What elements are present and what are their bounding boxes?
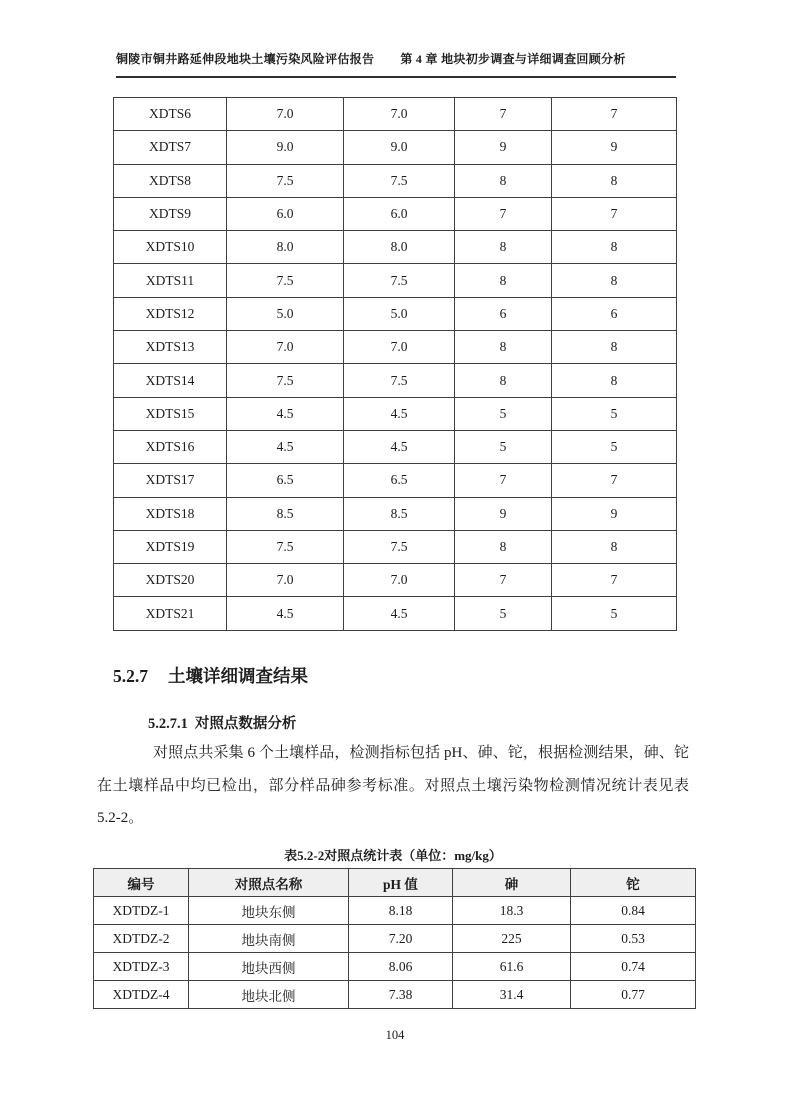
cell-value: 4.5 bbox=[344, 430, 455, 463]
cell-value: 7.5 bbox=[344, 264, 455, 297]
table-row bbox=[114, 497, 677, 530]
table-row bbox=[114, 364, 677, 397]
cell-value: 9 bbox=[455, 497, 552, 530]
table-row bbox=[114, 397, 677, 430]
cell-sample-id: XDTS13 bbox=[114, 331, 227, 364]
table-row bbox=[114, 264, 677, 297]
cell-value: 9.0 bbox=[344, 131, 455, 164]
cell-value: 8 bbox=[552, 331, 677, 364]
cell-sample-id: XDTDZ-3 bbox=[94, 953, 189, 981]
cell-value: 9 bbox=[552, 497, 677, 530]
table-row bbox=[114, 597, 677, 630]
cell-value: 61.6 bbox=[453, 953, 571, 981]
cell-value: 5 bbox=[552, 430, 677, 463]
cell-location: 地块东侧 bbox=[189, 897, 349, 925]
page-number: 104 bbox=[385, 1028, 405, 1042]
cell-value: 7.0 bbox=[227, 331, 344, 364]
cell-value: 9 bbox=[455, 131, 552, 164]
table-row bbox=[114, 131, 677, 164]
cell-value: 7.5 bbox=[344, 530, 455, 563]
table-row bbox=[114, 197, 677, 230]
running-header bbox=[116, 50, 676, 78]
cell-value: 7.38 bbox=[349, 981, 453, 1009]
subsection-heading bbox=[148, 712, 296, 733]
cell-value: 7.5 bbox=[344, 164, 455, 197]
cell-sample-id: XDTS7 bbox=[114, 131, 227, 164]
table-row bbox=[114, 297, 677, 330]
cell-value: 8 bbox=[552, 231, 677, 264]
cell-value: 6.5 bbox=[227, 464, 344, 497]
cell-value: 6.0 bbox=[344, 197, 455, 230]
cell-value: 0.53 bbox=[571, 925, 696, 953]
cell-sample-id: XDTS17 bbox=[114, 464, 227, 497]
cell-value: 5.0 bbox=[227, 297, 344, 330]
header-cell-ph: pH 值 bbox=[349, 869, 453, 897]
cell-value: 4.5 bbox=[227, 597, 344, 630]
table-row bbox=[114, 331, 677, 364]
cell-value: 8.0 bbox=[344, 231, 455, 264]
cell-value: 4.5 bbox=[227, 430, 344, 463]
cell-value: 8 bbox=[455, 231, 552, 264]
cell-sample-id: XDTS19 bbox=[114, 530, 227, 563]
table-row bbox=[114, 164, 677, 197]
cell-value: 18.3 bbox=[453, 897, 571, 925]
cell-value: 8.06 bbox=[349, 953, 453, 981]
table-row bbox=[114, 530, 677, 563]
cell-value: 7.0 bbox=[227, 98, 344, 131]
cell-value: 8.18 bbox=[349, 897, 453, 925]
cell-value: 7.0 bbox=[344, 564, 455, 597]
cell-value: 7.5 bbox=[227, 364, 344, 397]
cell-value: 7 bbox=[552, 464, 677, 497]
cell-value: 7.5 bbox=[344, 364, 455, 397]
header-cell-arsenic: 砷 bbox=[453, 869, 571, 897]
subsection-title: 对照点数据分析 bbox=[194, 716, 297, 732]
header-cell-id: 编号 bbox=[94, 869, 189, 897]
cell-sample-id: XDTS8 bbox=[114, 164, 227, 197]
cell-value: 8 bbox=[552, 264, 677, 297]
continuation-table bbox=[113, 97, 677, 631]
cell-sample-id: XDTS11 bbox=[114, 264, 227, 297]
cell-value: 5 bbox=[455, 430, 552, 463]
cell-value: 5 bbox=[455, 597, 552, 630]
cell-sample-id: XDTS16 bbox=[114, 430, 227, 463]
cell-value: 8.5 bbox=[227, 497, 344, 530]
cell-value: 8.0 bbox=[227, 231, 344, 264]
cell-value: 0.84 bbox=[571, 897, 696, 925]
stats-table bbox=[93, 868, 696, 1009]
header-cell-location: 对照点名称 bbox=[189, 869, 349, 897]
cell-value: 7 bbox=[455, 564, 552, 597]
subsection-number: 5.2.7.1 bbox=[148, 716, 188, 732]
cell-value: 31.4 bbox=[453, 981, 571, 1009]
header-report-title: 铜陵市铜井路延伸段地块土壤污染风险评估报告 bbox=[116, 52, 375, 66]
cell-value: 7.5 bbox=[227, 264, 344, 297]
table-row bbox=[114, 98, 677, 131]
cell-sample-id: XDTS9 bbox=[114, 197, 227, 230]
cell-value: 8.5 bbox=[344, 497, 455, 530]
cell-value: 5 bbox=[455, 397, 552, 430]
cell-value: 7.5 bbox=[227, 530, 344, 563]
table-row bbox=[114, 464, 677, 497]
cell-value: 0.74 bbox=[571, 953, 696, 981]
header-chapter-title: 第 4 章 地块初步调查与详细调查回顾分析 bbox=[400, 52, 626, 66]
cell-value: 0.77 bbox=[571, 981, 696, 1009]
cell-value: 7.5 bbox=[227, 164, 344, 197]
section-number: 5.2.7 bbox=[113, 666, 148, 686]
cell-value: 7 bbox=[552, 98, 677, 131]
cell-value: 4.5 bbox=[344, 397, 455, 430]
cell-value: 7.0 bbox=[344, 98, 455, 131]
cell-value: 8 bbox=[552, 364, 677, 397]
cell-value: 9.0 bbox=[227, 131, 344, 164]
table-row bbox=[114, 564, 677, 597]
section-heading bbox=[113, 663, 308, 688]
cell-sample-id: XDTDZ-4 bbox=[94, 981, 189, 1009]
cell-value: 7.20 bbox=[349, 925, 453, 953]
cell-value: 7.0 bbox=[344, 331, 455, 364]
cell-value: 6.5 bbox=[344, 464, 455, 497]
cell-sample-id: XDTS12 bbox=[114, 297, 227, 330]
section-title: 土壤详细调查结果 bbox=[168, 666, 308, 686]
cell-value: 5 bbox=[552, 397, 677, 430]
cell-value: 7 bbox=[455, 464, 552, 497]
cell-sample-id: XDTS18 bbox=[114, 497, 227, 530]
table-row bbox=[94, 981, 696, 1009]
cell-value: 8 bbox=[455, 331, 552, 364]
table-row bbox=[94, 953, 696, 981]
cell-sample-id: XDTS6 bbox=[114, 98, 227, 131]
cell-value: 7 bbox=[455, 197, 552, 230]
table-row bbox=[114, 430, 677, 463]
cell-value: 7 bbox=[552, 564, 677, 597]
cell-value: 6.0 bbox=[227, 197, 344, 230]
cell-value: 4.5 bbox=[227, 397, 344, 430]
cell-value: 8 bbox=[552, 164, 677, 197]
table-row bbox=[94, 897, 696, 925]
cell-sample-id: XDTDZ-2 bbox=[94, 925, 189, 953]
cell-sample-id: XDTS10 bbox=[114, 231, 227, 264]
table-row bbox=[114, 231, 677, 264]
cell-value: 8 bbox=[455, 264, 552, 297]
cell-value: 7 bbox=[455, 98, 552, 131]
cell-value: 8 bbox=[552, 530, 677, 563]
cell-location: 地块西侧 bbox=[189, 953, 349, 981]
cell-sample-id: XDTS15 bbox=[114, 397, 227, 430]
cell-value: 6 bbox=[552, 297, 677, 330]
cell-value: 7.0 bbox=[227, 564, 344, 597]
table-row bbox=[94, 925, 696, 953]
cell-sample-id: XDTS20 bbox=[114, 564, 227, 597]
cell-location: 地块南侧 bbox=[189, 925, 349, 953]
cell-sample-id: XDTS14 bbox=[114, 364, 227, 397]
table-header-row bbox=[94, 869, 696, 897]
cell-value: 7 bbox=[552, 197, 677, 230]
cell-value: 225 bbox=[453, 925, 571, 953]
header-cell-thallium: 铊 bbox=[571, 869, 696, 897]
cell-value: 9 bbox=[552, 131, 677, 164]
cell-value: 8 bbox=[455, 364, 552, 397]
cell-value: 4.5 bbox=[344, 597, 455, 630]
cell-value: 8 bbox=[455, 164, 552, 197]
cell-value: 8 bbox=[455, 530, 552, 563]
cell-value: 6 bbox=[455, 297, 552, 330]
cell-sample-id: XDTDZ-1 bbox=[94, 897, 189, 925]
body-paragraph: 对照点共采集 6 个土壤样品，检测指标包括 pH、砷、铊，根据检测结果，砷、铊在土壤样品中均已检出，部分样品砷参考标准。对照点土壤污染物检测情况统计表见表 5.2-2。 bbox=[97, 745, 689, 826]
cell-location: 地块北侧 bbox=[189, 981, 349, 1009]
cell-value: 5.0 bbox=[344, 297, 455, 330]
table-caption: 表5.2-2对照点统计表（单位：mg/kg） bbox=[284, 848, 502, 863]
cell-sample-id: XDTS21 bbox=[114, 597, 227, 630]
cell-value: 5 bbox=[552, 597, 677, 630]
